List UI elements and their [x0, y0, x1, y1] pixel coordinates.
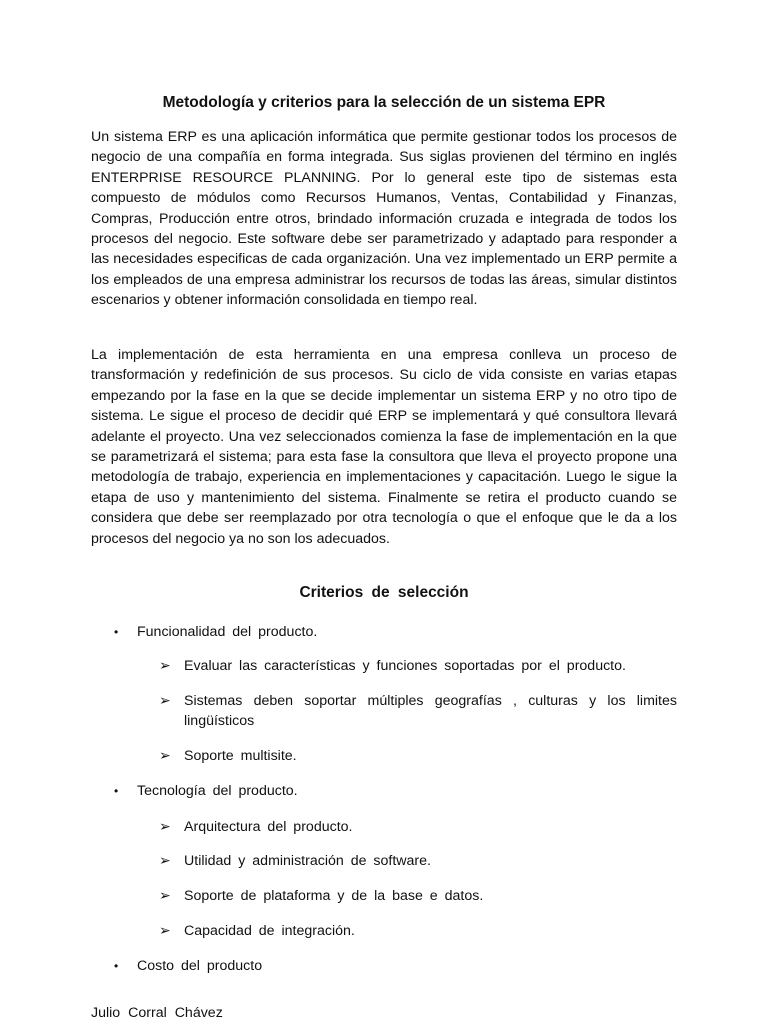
paragraph-intro: Un sistema ERP es una aplicación informática que permite gestionar todos los procesos de negocio de una compañía en forma integrada. Sus siglas provienen del término en inglés ENTERPRISE RESOURCE PLANNING. Por lo general este tipo de sistemas esta compuesto de módulos como Recursos Humanos, Ventas, Contabilidad y Finanzas, Compras, Producción entre otros, brindado información cruzada e integrada de todos los procesos del negocio. Este software debe ser parametrizado y adaptado para responder a las necesidades especificas de cada organización. Una vez implementado un ERP permite a los empleados de una empresa administrar los recursos de todas las áreas, simular distintos escenarios y obtener información consolidada en tiempo real.	[91, 129, 677, 309]
bullet-icon: •	[114, 625, 119, 639]
bullet-icon: •	[114, 784, 119, 798]
arrow-icon: ➢	[159, 923, 171, 939]
sub-item	[159, 817, 677, 837]
list-item-label: Funcionalidad del producto.	[137, 624, 318, 640]
sub-item-label: Utilidad y administración de software.	[184, 853, 431, 869]
sub-item-label: Soporte multisite.	[184, 748, 297, 764]
sub-item-label: Evaluar las características y funciones soportadas por el producto.	[184, 658, 626, 674]
list-item-label: Tecnología del producto.	[137, 783, 298, 799]
criteria-heading: Criterios de selección	[299, 584, 469, 601]
arrow-icon: ➢	[159, 693, 171, 709]
arrow-icon: ➢	[159, 853, 171, 869]
sub-item-label: Arquitectura del producto.	[184, 819, 353, 835]
bullet-icon: •	[114, 959, 119, 973]
sub-item	[159, 746, 677, 766]
sub-item	[159, 921, 677, 941]
arrow-icon: ➢	[159, 748, 171, 764]
sub-item	[159, 851, 677, 871]
sub-item-label: Capacidad de integración.	[184, 923, 355, 939]
arrow-icon: ➢	[159, 658, 171, 674]
arrow-icon: ➢	[159, 819, 171, 835]
list-item-label: Costo del producto	[137, 958, 263, 974]
sub-item	[159, 886, 677, 906]
sub-item-label: Sistemas deben soportar múltiples geografías , culturas y los limites lingüísticos	[184, 693, 677, 730]
document-title: Metodología y criterios para la selección de un sistema EPR	[162, 94, 606, 111]
sub-item	[159, 656, 677, 676]
arrow-icon: ➢	[159, 888, 171, 904]
paragraph-implementation: La implementación de esta herramienta en una empresa conlleva un proceso de transformación y redefinición de sus procesos. Su ciclo de vida consiste en varias etapas empezando por la fase en la que se decide implementar un sistema ERP y no otro tipo de sistema. Le sigue el proceso de decidir qué ERP se implementará y qué consultora llevará adelante el proyecto. Una vez seleccionados comienza la fase de implementación en la que se parametrizará el sistema; para esta fase la consultora que lleva el proyecto propone una metodología de trabajo, experiencia en implementaciones y capacitación. Luego le sigue la etapa de uso y mantenimiento del sistema. Finalmente se retira el producto cuando se considera que debe ser reemplazado por otra tecnología o que el enfoque que le da a los procesos del negocio ya no son los adecuados.	[91, 347, 677, 547]
sub-item	[159, 691, 677, 732]
sub-item-label: Soporte de plataforma y de la base e datos.	[184, 888, 484, 904]
footer-author: Julio Corral Chávez	[91, 1005, 223, 1021]
